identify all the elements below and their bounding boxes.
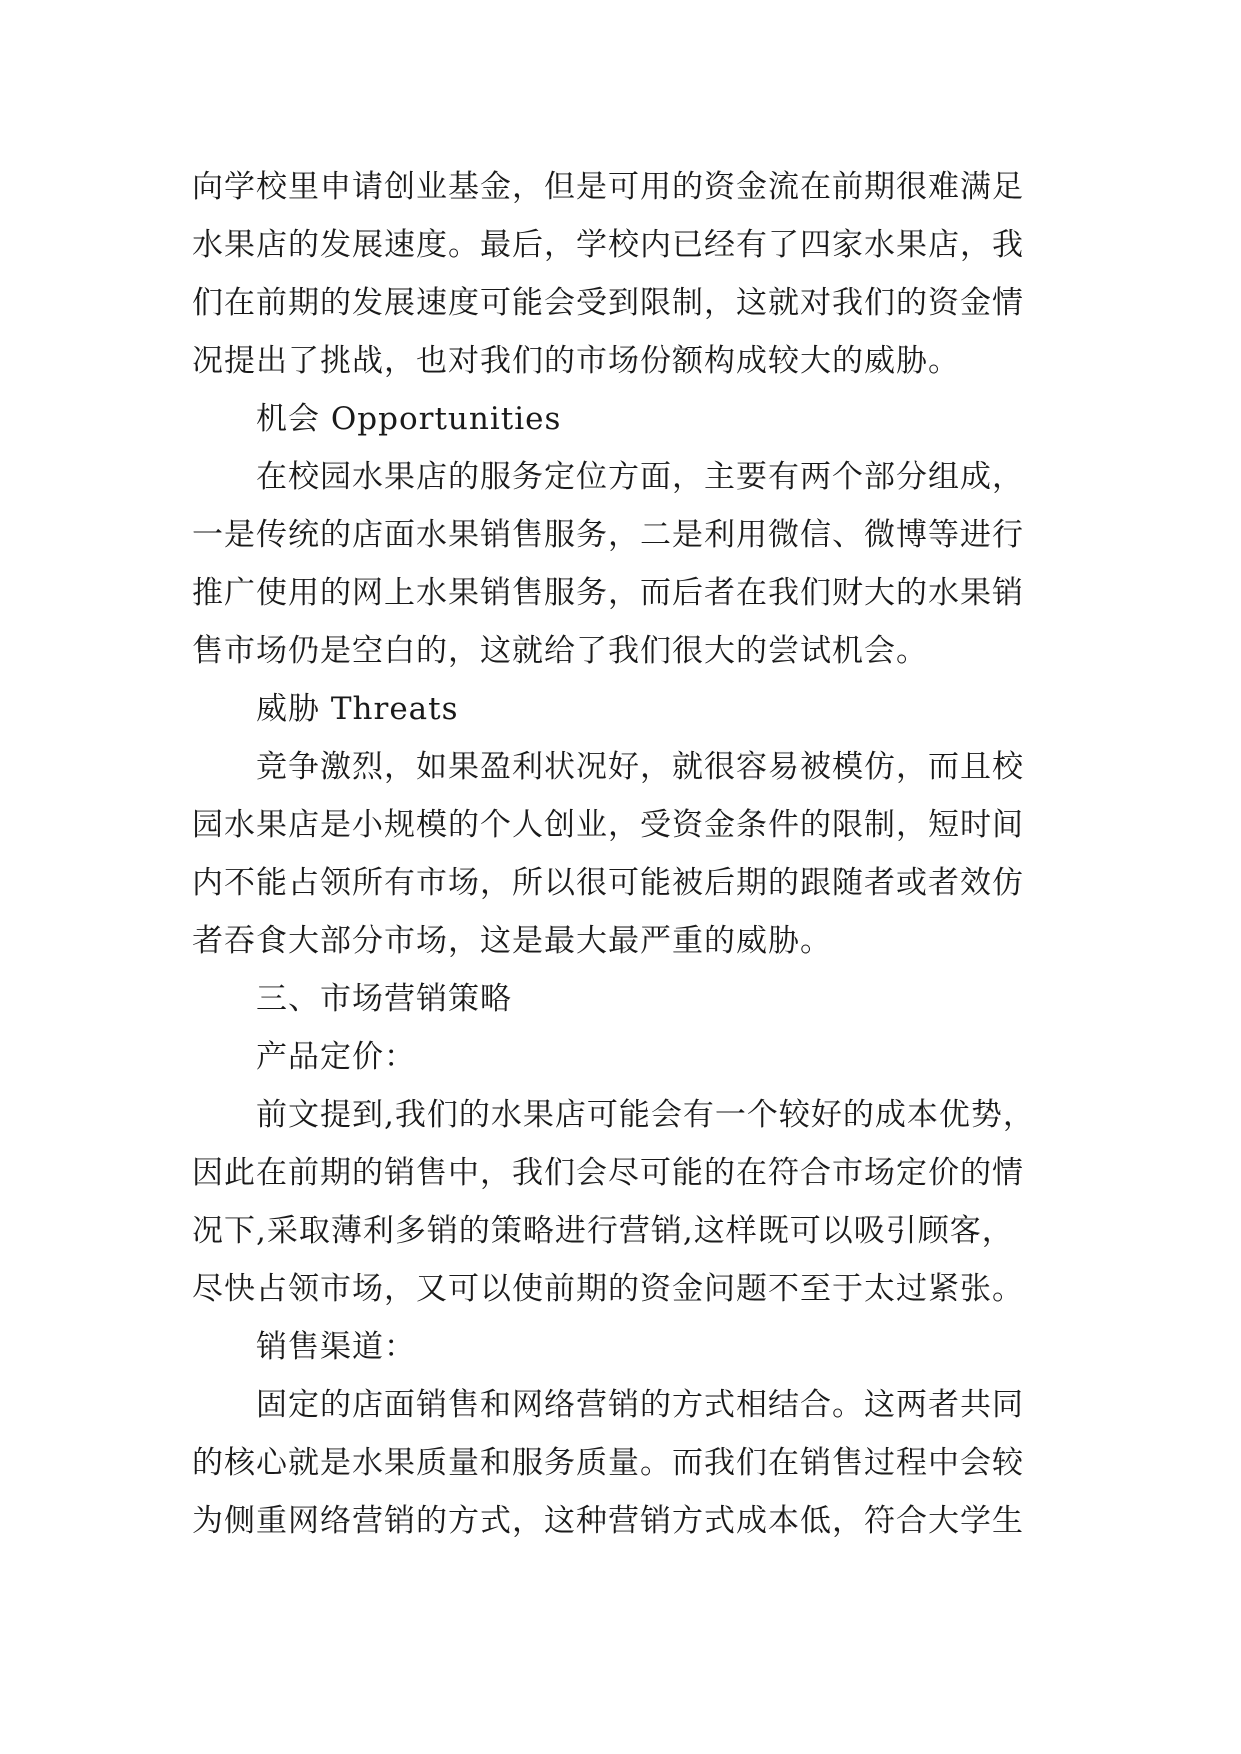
paragraph-line: 因此在前期的销售中，我们会尽可能的在符合市场定价的情 — [192, 1155, 1024, 1191]
paragraph-line: 为侧重网络营销的方式，这种营销方式成本低，符合大学生 — [192, 1503, 1024, 1539]
paragraph-line: 的核心就是水果质量和服务质量。而我们在销售过程中会较 — [192, 1445, 1024, 1481]
paragraph-line: 者吞食大部分市场，这是最大最严重的威胁。 — [192, 923, 832, 959]
subheading-sales-channels: 销售渠道： — [256, 1329, 416, 1365]
paragraph-line: 园水果店是小规模的个人创业，受资金条件的限制，短时间 — [192, 807, 1024, 843]
paragraph-line: 况提出了挑战，也对我们的市场份额构成较大的威胁。 — [192, 343, 960, 379]
section-heading-opportunities: 机会 Opportunities — [256, 401, 562, 437]
paragraph-line: 尽快占领市场，又可以使前期的资金问题不至于太过紧张。 — [192, 1271, 1024, 1307]
paragraph-line: 一是传统的店面水果销售服务，二是利用微信、微博等进行 — [192, 517, 1024, 553]
paragraph-line: 们在前期的发展速度可能会受到限制，这就对我们的资金情 — [192, 285, 1024, 321]
section-heading-marketing-strategy: 三、市场营销策略 — [256, 981, 512, 1017]
paragraph-line: 水果店的发展速度。最后，学校内已经有了四家水果店，我 — [192, 227, 1024, 263]
paragraph-line: 竞争激烈，如果盈利状况好，就很容易被模仿，而且校 — [256, 749, 1024, 785]
paragraph-line: 售市场仍是空白的，这就给了我们很大的尝试机会。 — [192, 633, 928, 669]
paragraph-line: 前文提到,我们的水果店可能会有一个较好的成本优势， — [256, 1097, 1035, 1133]
section-heading-threats: 威胁 Threats — [256, 691, 459, 727]
paragraph-line: 向学校里申请创业基金，但是可用的资金流在前期很难满足 — [192, 169, 1024, 205]
paragraph-line: 内不能占领所有市场，所以很可能被后期的跟随者或者效仿 — [192, 865, 1024, 901]
paragraph-line: 固定的店面销售和网络营销的方式相结合。这两者共同 — [256, 1387, 1024, 1423]
document-body — [192, 158, 1072, 1550]
paragraph-line: 况下,采取薄利多销的策略进行营销,这样既可以吸引顾客， — [192, 1213, 1014, 1249]
paragraph-line: 推广使用的网上水果销售服务，而后者在我们财大的水果销 — [192, 575, 1024, 611]
paragraph-line: 在校园水果店的服务定位方面，主要有两个部分组成， — [256, 459, 1024, 495]
subheading-pricing: 产品定价： — [256, 1039, 416, 1075]
